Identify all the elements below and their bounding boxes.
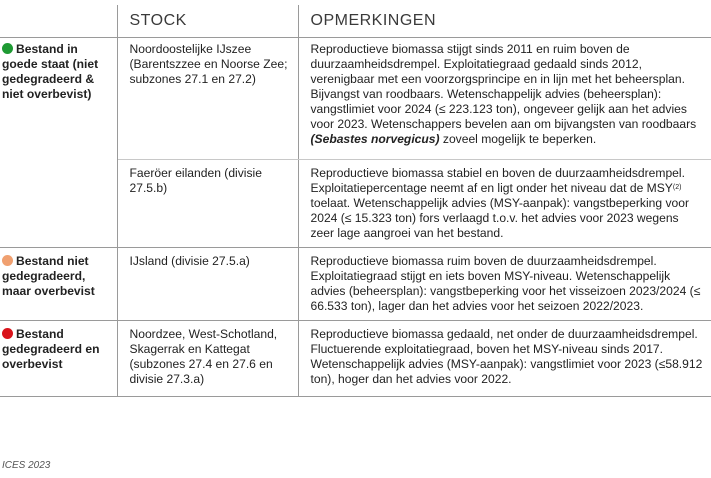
- stock-cell: Noordoostelijke IJszee (Barentszzee en Noorse Zee; subzones 27.1 en 27.2): [117, 38, 298, 160]
- red-status-dot-icon: [2, 328, 13, 339]
- header-remarks: OPMERKINGEN: [298, 5, 711, 38]
- orange-status-dot-icon: [2, 255, 13, 266]
- header-status-cell: [0, 5, 117, 38]
- footnote-ref: (2): [672, 184, 682, 191]
- status-cell-good: [0, 38, 117, 248]
- status-label: Bestand niet gedegradeerd, maar overbevist: [2, 254, 95, 298]
- status-label: Bestand gedegradeerd en overbevist: [2, 327, 100, 371]
- table-row: [0, 321, 711, 397]
- source-note: ICES 2023: [2, 460, 51, 471]
- remark-cell: [298, 38, 711, 160]
- remark-cell: Reproductieve biomassa gedaald, net onder de duurzaamheidsdrempel. Fluctuerende exploitatiegraad, boven het MSY-niveau sinds 2017. Wetenschappelijk advies (MSY-aanpak): vangstlimiet voor 2023 (≤58.912 ton), hoger dan het advies voor 2022.: [298, 321, 711, 397]
- green-status-dot-icon: [2, 43, 13, 54]
- stock-cell: Noordzee, West-Schotland, Skagerrak en Kattegat (subzones 27.4 en 27.6 en divisie 27.3.a): [117, 321, 298, 397]
- species-name: (Sebastes norvegicus): [310, 132, 440, 146]
- stock-cell: Faeröer eilanden (divisie 27.5.b): [117, 160, 298, 248]
- table-header-row: [0, 5, 711, 38]
- header-stock: STOCK: [117, 5, 298, 38]
- remark-text: toelaat. Wetenschappelijk advies (MSY-aanpak): vangstbeperking voor 2024 (≤ 15.323 ton) fors verlaagd t.o.v. het advies voor 2023 wegens zeer lage aangroei van het bestand.: [310, 196, 689, 240]
- remark-text: zoveel mogelijk te beperken.: [439, 132, 597, 146]
- remark-text: Reproductieve biomassa stijgt sinds 2011 en ruim boven de duurzaamheidsdrempel. Exploitatiegraad gedaald sinds 2012, verenigbaar met een voorzorgsprincipe en in lijn met het beheersplan. Bijvangst van roodbaars. Wetenschappelijk advies (beheersplan): vangstlimiet voor 2024 (≤ 223.123 ton), ongeveer gelijk aan het advies voor 2023. Wetenschappers bevelen aan om bijvangsten van roodbaars: [310, 42, 697, 131]
- stock-cell: IJsland (divisie 27.5.a): [117, 248, 298, 321]
- status-cell-degraded: [0, 321, 117, 397]
- table-row: [0, 38, 711, 160]
- stock-table: [0, 5, 711, 397]
- remark-cell: Reproductieve biomassa ruim boven de duurzaamheidsdrempel. Exploitatiegraad stijgt en iets boven MSY-niveau. Wetenschappelijk advies (beheersplan): vangstbeperking voor het visseizoen 2023/2024 (≤ 66.533 ton), lager dan het advies voor het seizoen 2022/2023.: [298, 248, 711, 321]
- status-label: Bestand in goede staat (niet gedegradeerd & niet overbevist): [2, 42, 99, 101]
- table-row: [0, 248, 711, 321]
- remark-text: Reproductieve biomassa stabiel en boven de duurzaamheidsdrempel. Exploitatiepercentage neemt af en ligt onder het niveau dat de MSY: [310, 166, 685, 195]
- remark-cell: [298, 160, 711, 248]
- status-cell-overfished: [0, 248, 117, 321]
